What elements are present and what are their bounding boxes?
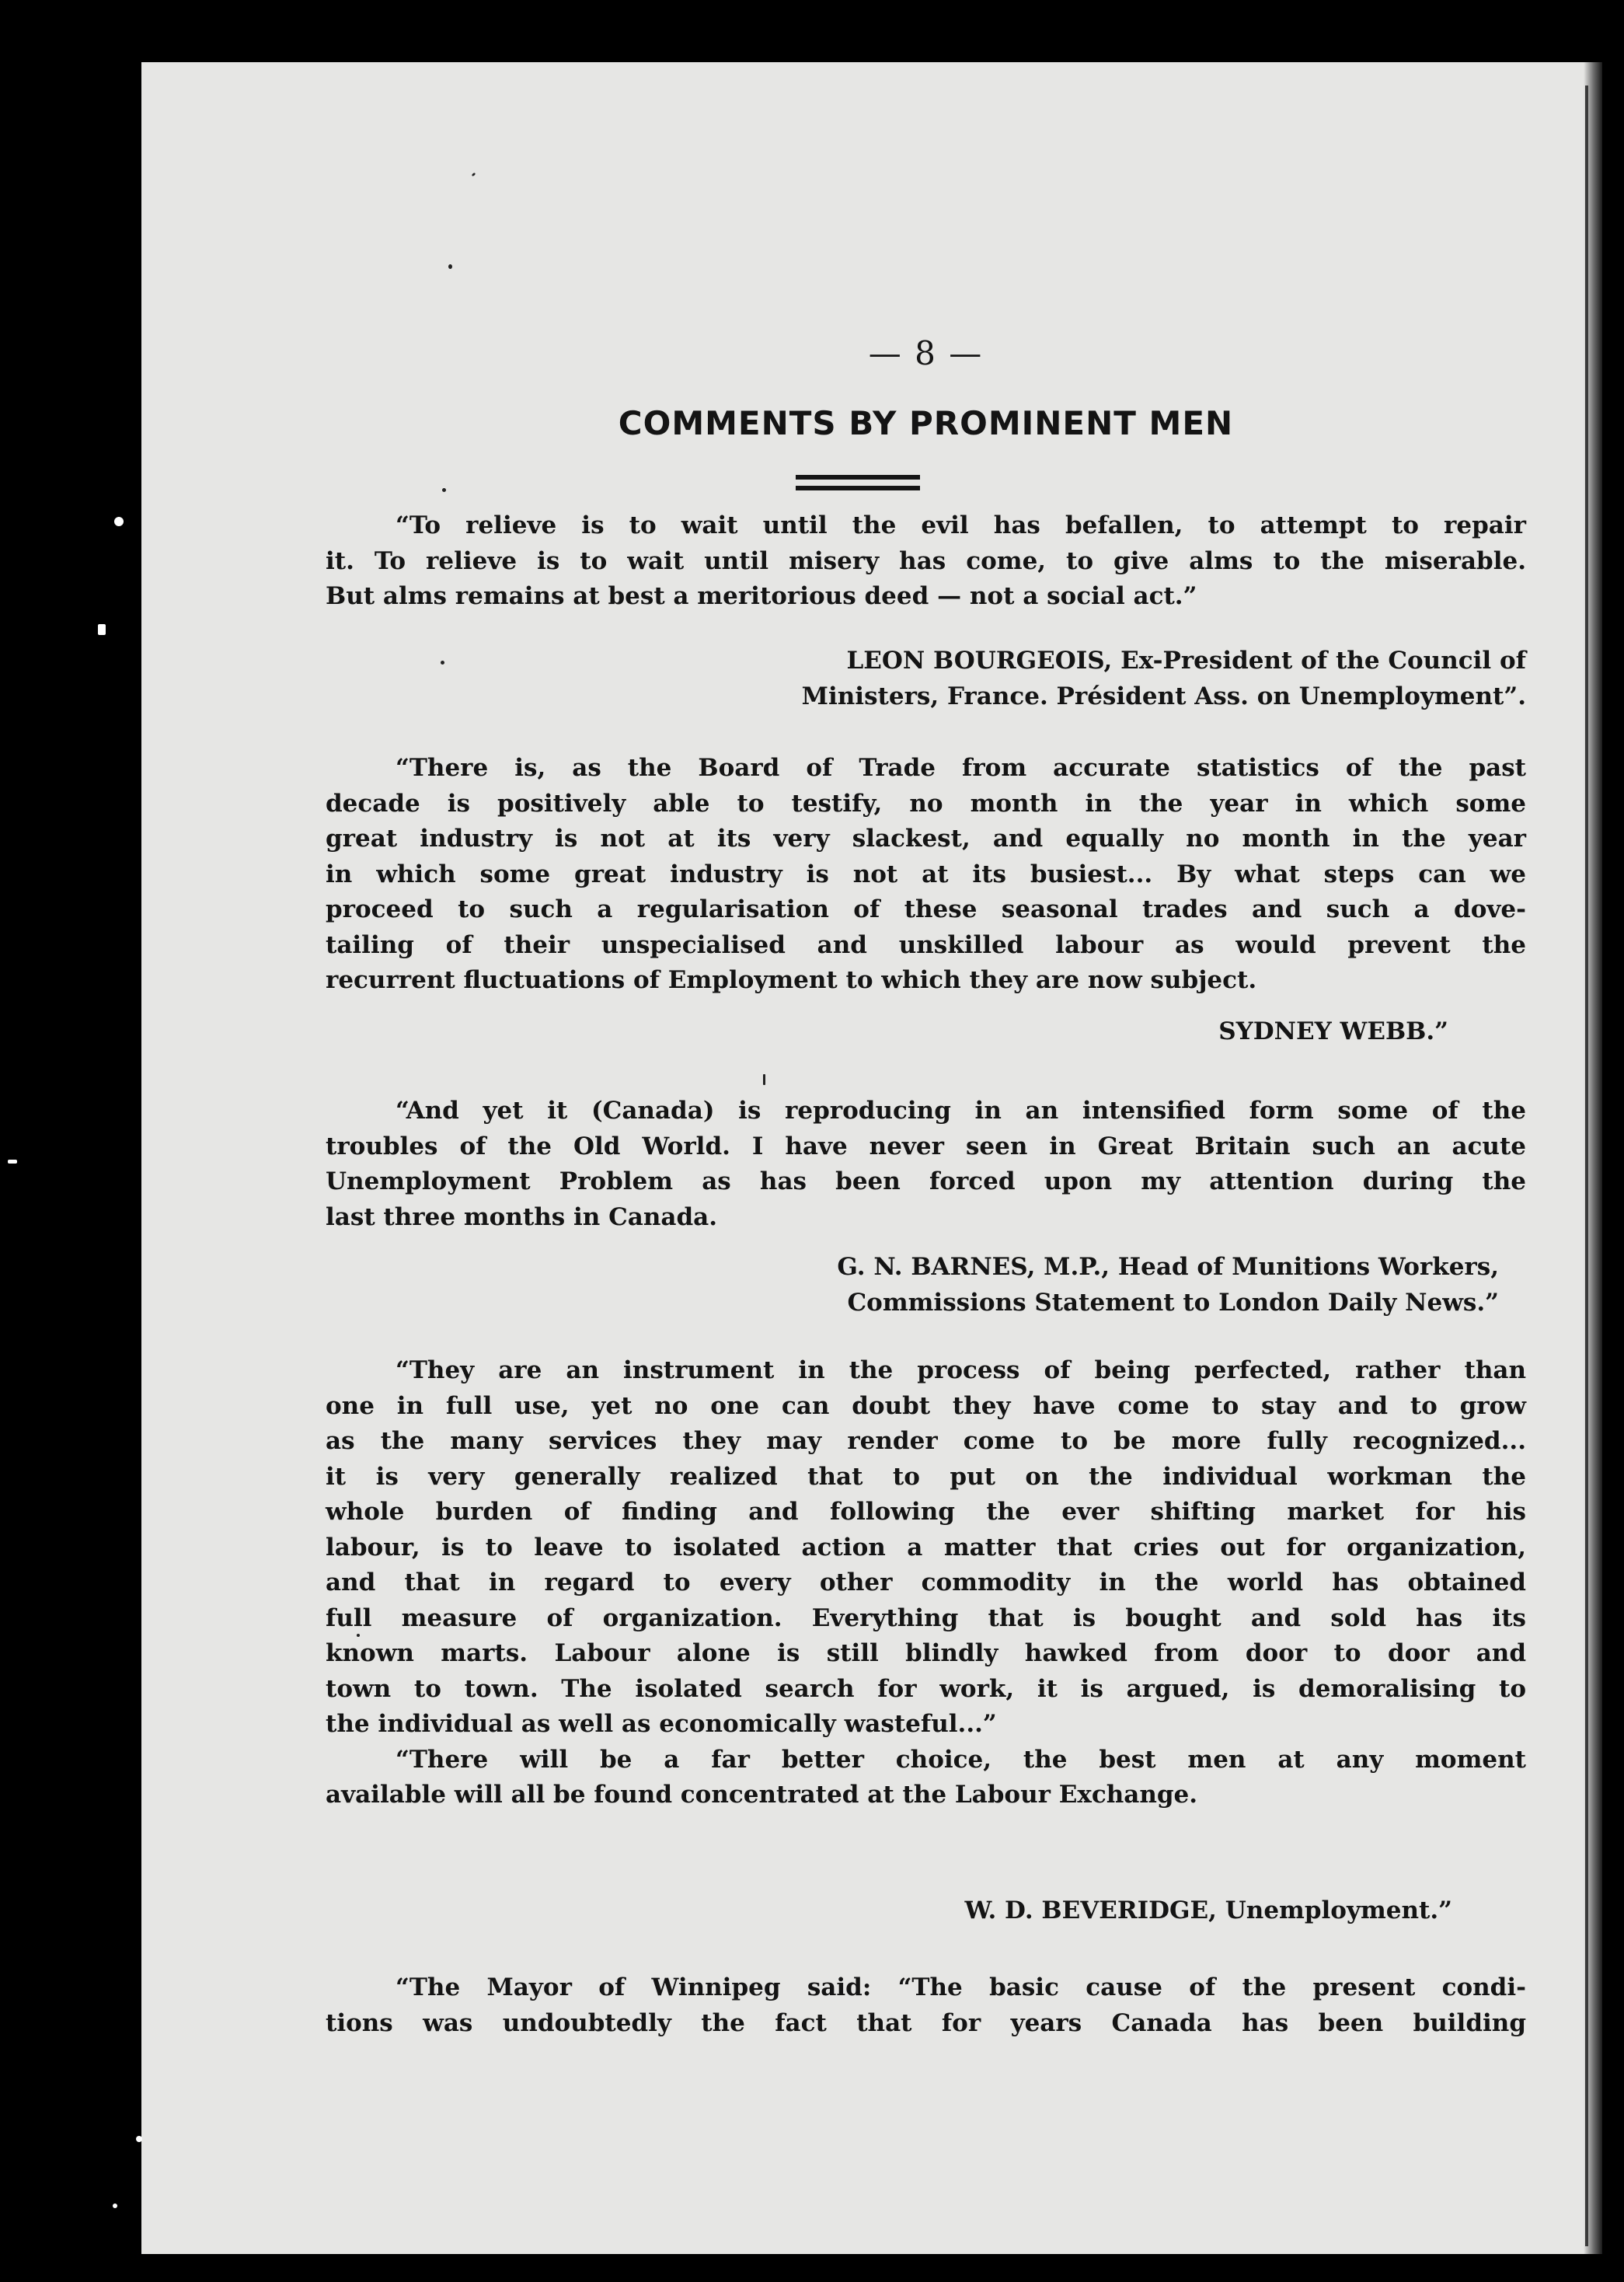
quote-line: one in full use, yet no one can doubt they have come to stay and to grow	[326, 1391, 1526, 1420]
attribution-line: LEON BOURGEOIS, Ex-President of the Council of	[846, 647, 1526, 675]
quote-line: and that in regard to every other commodity in the world has obtained	[326, 1568, 1526, 1596]
quote-line: tailing of their unspecialised and unskilled labour as would prevent the	[326, 930, 1526, 959]
quote-line: known marts. Labour alone is still blindly hawked from door to door and	[326, 1639, 1526, 1667]
quote-line: Unemployment Problem as has been forced upon my attention during the	[326, 1167, 1526, 1195]
quote-line: it. To relieve is to wait until misery has come, to give alms to the miserable.	[326, 546, 1526, 575]
quote-line: full measure of organization. Everything that is bought and sold has its	[326, 1603, 1526, 1632]
quote-line: “To relieve is to wait until the evil has befallen, to attempt to repair	[396, 511, 1526, 539]
quote-line: “There will be a far better choice, the best men at any moment	[396, 1745, 1526, 1774]
quote-line: decade is positively able to testify, no month in the year in which some	[326, 789, 1526, 818]
attribution-line: G. N. BARNES, M.P., Head of Munitions Workers,	[837, 1253, 1499, 1281]
attribution-barnes	[837, 1250, 1499, 1321]
attribution-line: Ministers, France. Président Ass. on Unemployment”.	[801, 682, 1526, 710]
title-rule-lower	[796, 486, 920, 490]
quote-line: “They are an instrument in the process of being perfected, rather than	[396, 1356, 1526, 1384]
quote-line: troubles of the Old World. I have never seen in Great Britain such an acute	[326, 1132, 1526, 1160]
binding-edge	[1585, 85, 1588, 2246]
quote-line: “There is, as the Board of Trade from accurate statistics of the past	[396, 754, 1526, 782]
quote-winnipeg	[326, 1970, 1526, 2041]
quote-line: “The Mayor of Winnipeg said: “The basic cause of the present condi-	[396, 1973, 1526, 2001]
quote-bourgeois	[326, 508, 1526, 615]
attribution-line: SYDNEY WEBB.”	[1218, 1017, 1448, 1045]
quote-barnes	[326, 1094, 1526, 1235]
title-rule-upper	[796, 475, 920, 480]
quote-line: whole burden of finding and following the ever shifting market for his	[326, 1498, 1526, 1526]
quote-webb	[326, 751, 1526, 999]
page-title: COMMENTS BY PROMINENT MEN	[618, 404, 1234, 442]
quote-line: available will all be found concentrated at the Labour Exchange.	[326, 1781, 1198, 1809]
attribution-line: W. D. BEVERIDGE, Unemployment.”	[964, 1896, 1452, 1924]
quote-line: it is very generally realized that to put on the individual workman the	[326, 1462, 1526, 1491]
quote-line: the individual as well as economically wasteful...”	[326, 1710, 997, 1738]
quote-line: town to town. The isolated search for work, it is argued, is demoralising to	[326, 1674, 1526, 1703]
quote-line: as the many services they may render come to be more fully recognized...	[326, 1427, 1526, 1455]
quote-line: last three months in Canada.	[326, 1202, 718, 1231]
attribution-webb	[1218, 1014, 1448, 1050]
page-number: — 8 —	[868, 334, 984, 372]
quote-line: great industry is not at its very slackest, and equally no month in the year	[326, 825, 1526, 853]
attribution-line: Commissions Statement to London Daily News.”	[847, 1288, 1499, 1317]
attribution-bourgeois	[802, 644, 1526, 714]
quote-line: in which some great industry is not at its busiest... By what steps can we	[326, 860, 1526, 888]
quote-line: “And yet it (Canada) is reproducing in an intensified form some of the	[396, 1097, 1526, 1125]
quote-line: labour, is to leave to isolated action a matter that cries out for organization,	[326, 1533, 1526, 1561]
quote-line: But alms remains at best a meritorious deed — not a social act.”	[326, 582, 1197, 610]
quote-beveridge	[326, 1353, 1526, 1813]
quote-line: recurrent fluctuations of Employment to which they are now subject.	[326, 966, 1257, 994]
quote-line: proceed to such a regularisation of these seasonal trades and such a dove-	[326, 895, 1526, 923]
document-page	[141, 62, 1602, 2254]
attribution-beveridge	[964, 1893, 1452, 1929]
quote-line: tions was undoubtedly the fact that for years Canada has been building	[326, 2008, 1526, 2037]
